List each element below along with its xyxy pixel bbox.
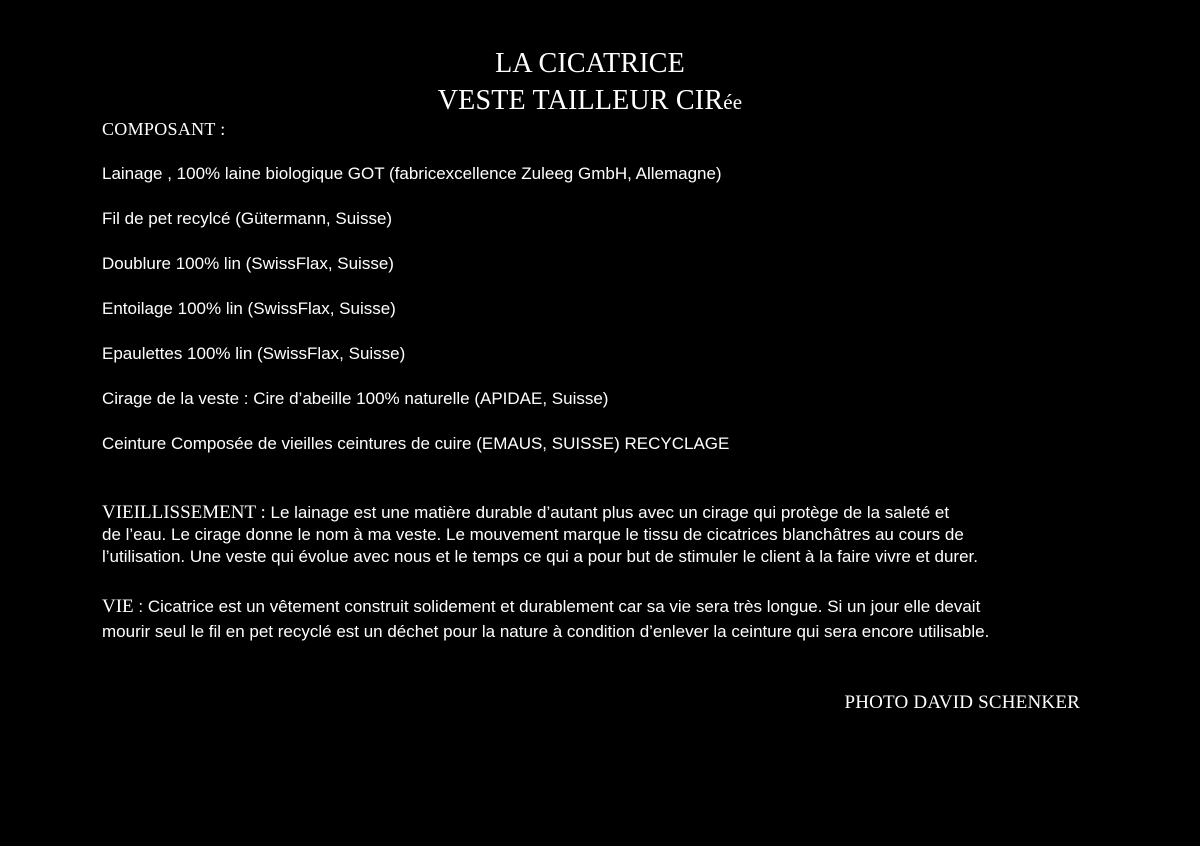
- vieillissement-label: VIEILLISSEMENT :: [102, 502, 266, 523]
- title-line-2-main: VESTE TAILLEUR CIR: [437, 85, 724, 116]
- vieillissement-row-3: l’utilisation. Une veste qui évolue avec nous et le temps ce qui a pour but de stimuler le client à la faire vivre et durer.: [102, 547, 978, 566]
- composant-item-epaulettes: Epaulettes 100% lin (SwissFlax, Suisse): [102, 344, 406, 363]
- title-line-2-smallcaps: ée: [723, 90, 743, 114]
- composant-item-ceinture: Ceinture Composée de vieilles ceintures de cuire (EMAUS, SUISSE) RECYCLAGE: [102, 434, 730, 453]
- vie-row-2: mourir seul le fil en pet recyclé est un déchet pour la nature à condition d’enlever la ceinture qui sera encore utilisable.: [102, 622, 990, 641]
- vieillissement-paragraph: [102, 502, 1102, 568]
- composant-heading: COMPOSANT :: [102, 119, 226, 139]
- title-line-1: LA CICATRICE: [495, 48, 685, 79]
- vie-row-1: [102, 594, 1102, 619]
- vieillissement-row-2: de l’eau. Le cirage donne le nom à ma veste. Le mouvement marque le tissu de cicatrices blanchâtres au cours de: [102, 525, 964, 544]
- vie-paragraph: [102, 594, 1102, 644]
- vieillissement-row-1: [102, 502, 1102, 524]
- vie-text-1: : Cicatrice est un vêtement construit solidement et durablement car sa vie sera très longue. Si un jour elle devait: [133, 597, 981, 616]
- title-line-2: [0, 84, 1180, 119]
- composant-item-lainage: Lainage , 100% laine biologique GOT (fabricexcellence Zuleeg GmbH, Allemagne): [102, 164, 722, 183]
- composant-item-cirage: Cirage de la veste : Cire d’abeille 100% naturelle (APIDAE, Suisse): [102, 389, 609, 408]
- composant-item-entoilage: Entoilage 100% lin (SwissFlax, Suisse): [102, 299, 396, 318]
- composant-item-fil: Fil de pet recylcé (Gütermann, Suisse): [102, 209, 393, 228]
- vie-label: VIE: [102, 596, 134, 617]
- composant-item-doublure: Doublure 100% lin (SwissFlax, Suisse): [102, 254, 394, 273]
- photo-credit: PHOTO DAVID SCHENKER: [844, 692, 1080, 713]
- vieillissement-text-1: Le lainage est une matière durable d’autant plus avec un cirage qui protège de la saleté et: [265, 503, 950, 522]
